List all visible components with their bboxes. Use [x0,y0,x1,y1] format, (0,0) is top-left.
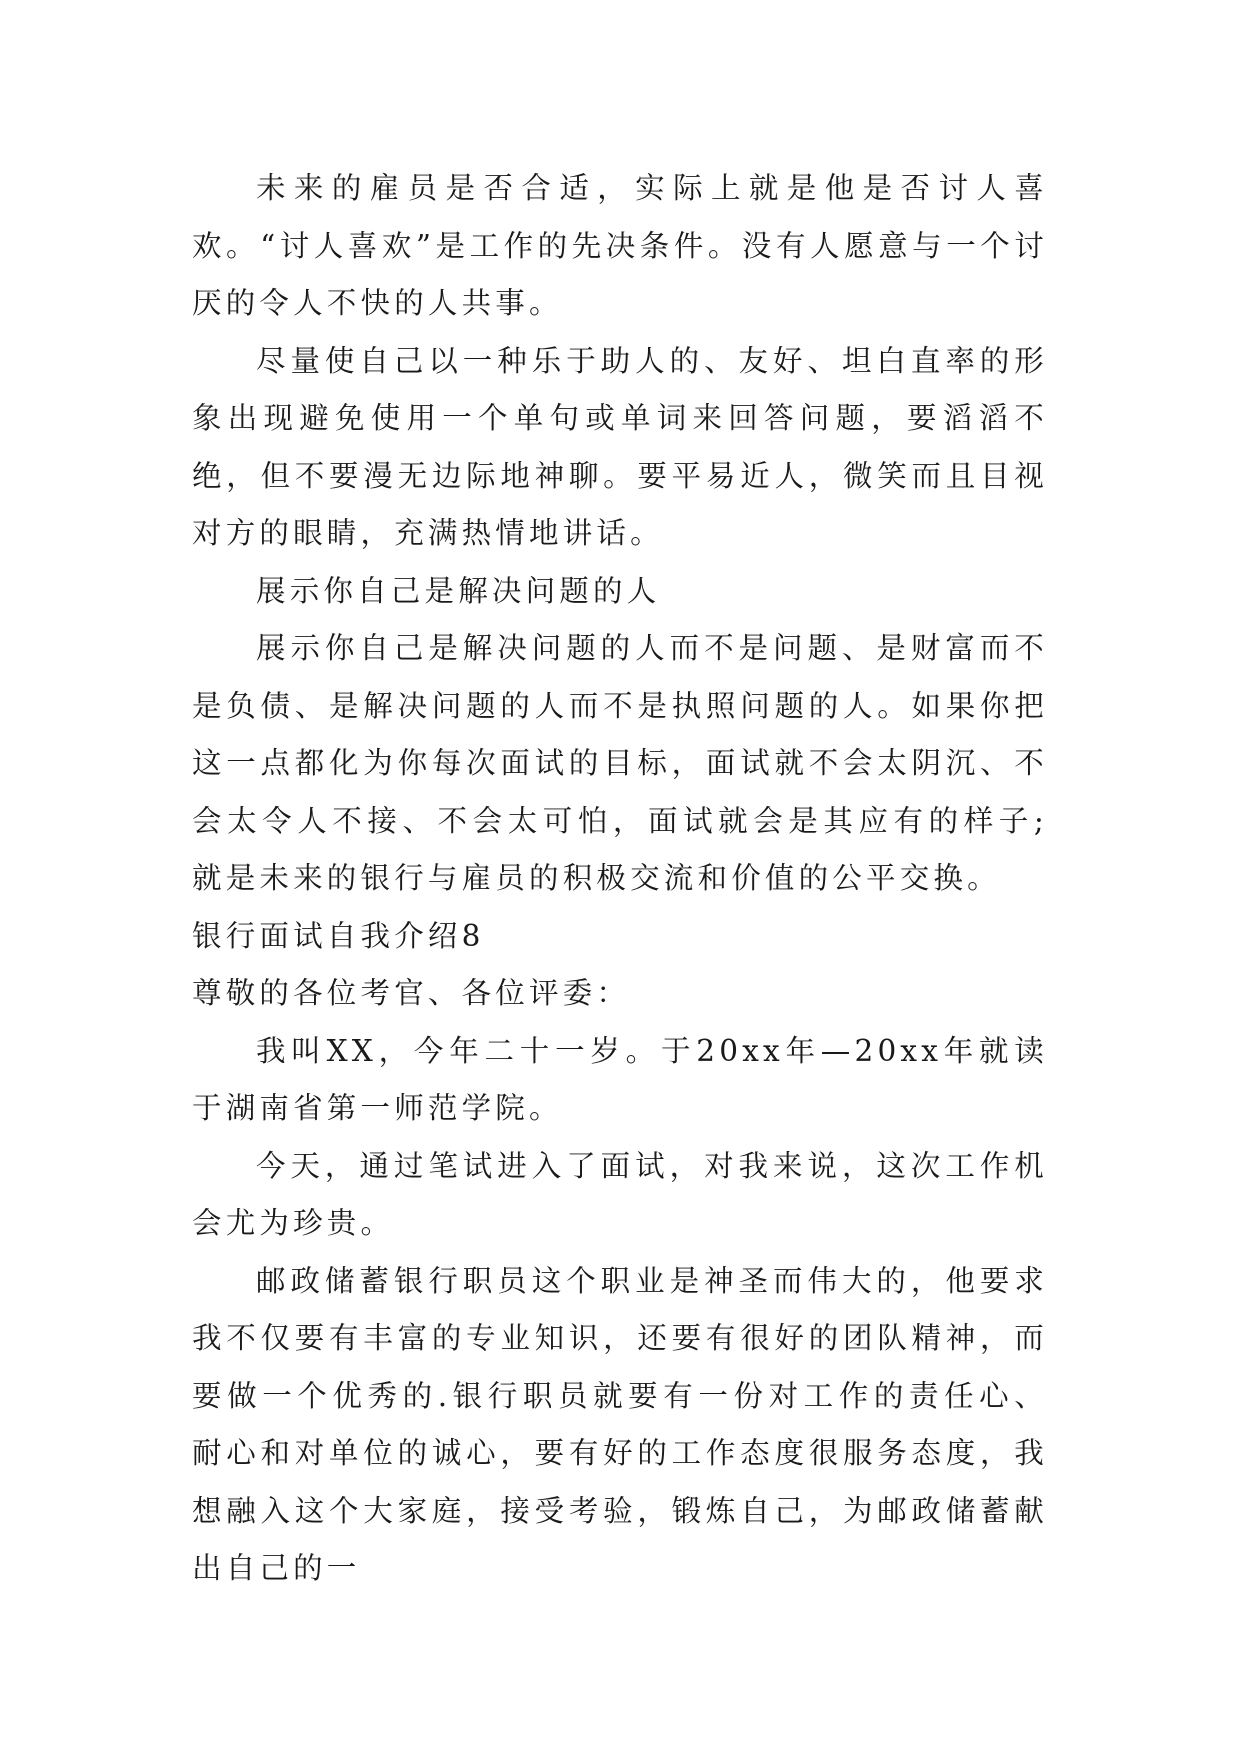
paragraph-friendly-image: 尽量使自己以一种乐于助人的、友好、坦白直率的形象出现避免使用一个单句或单词来回答问题，要滔滔不绝，但不要漫无边际地神聊。要平易近人，微笑而且目视对方的眼睛，充满热情地讲话。 [192,343,1048,550]
paragraph-self-intro: 我叫XX，今年二十一岁。于20xx年—20xx年就读于湖南省第一师范学院。 [192,1033,1048,1125]
document-body [192,160,1048,1598]
paragraph-opportunity: 今天，通过笔试进入了面试，对我来说，这次工作机会尤为珍贵。 [192,1148,1048,1240]
section-heading: 银行面试自我介绍8 [192,918,485,953]
paragraph-likability: 未来的雇员是否合适，实际上就是他是否讨人喜欢。“讨人喜欢”是工作的先决条件。没有人愿意与一个讨厌的令人不快的人共事。 [192,171,1048,320]
paragraph-subheading-problem-solver: 展示你自己是解决问题的人 [256,573,661,608]
paragraph-postal-savings: 邮政储蓄银行职员这个职业是神圣而伟大的，他要求我不仅要有丰富的专业知识，还要有很好的团队精神，而要做一个优秀的.银行职员就要有一份对工作的责任心、耐心和对单位的诚心，要有好的工作态度很服务态度，我想融入这个大家庭，接受考验，锻炼自己，为邮政储蓄献出自己的一 [192,1263,1048,1585]
salutation: 尊敬的各位考官、各位评委： [192,976,631,1010]
paragraph-problem-solver: 展示你自己是解决问题的人而不是问题、是财富而不是负债、是解决问题的人而不是执照问题的人。如果你把这一点都化为你每次面试的目标，面试就不会太阴沉、不会太令人不接、不会太可怕，面试就会是其应有的样子;就是未来的银行与雇员的积极交流和价值的公平交换。 [192,631,1048,895]
